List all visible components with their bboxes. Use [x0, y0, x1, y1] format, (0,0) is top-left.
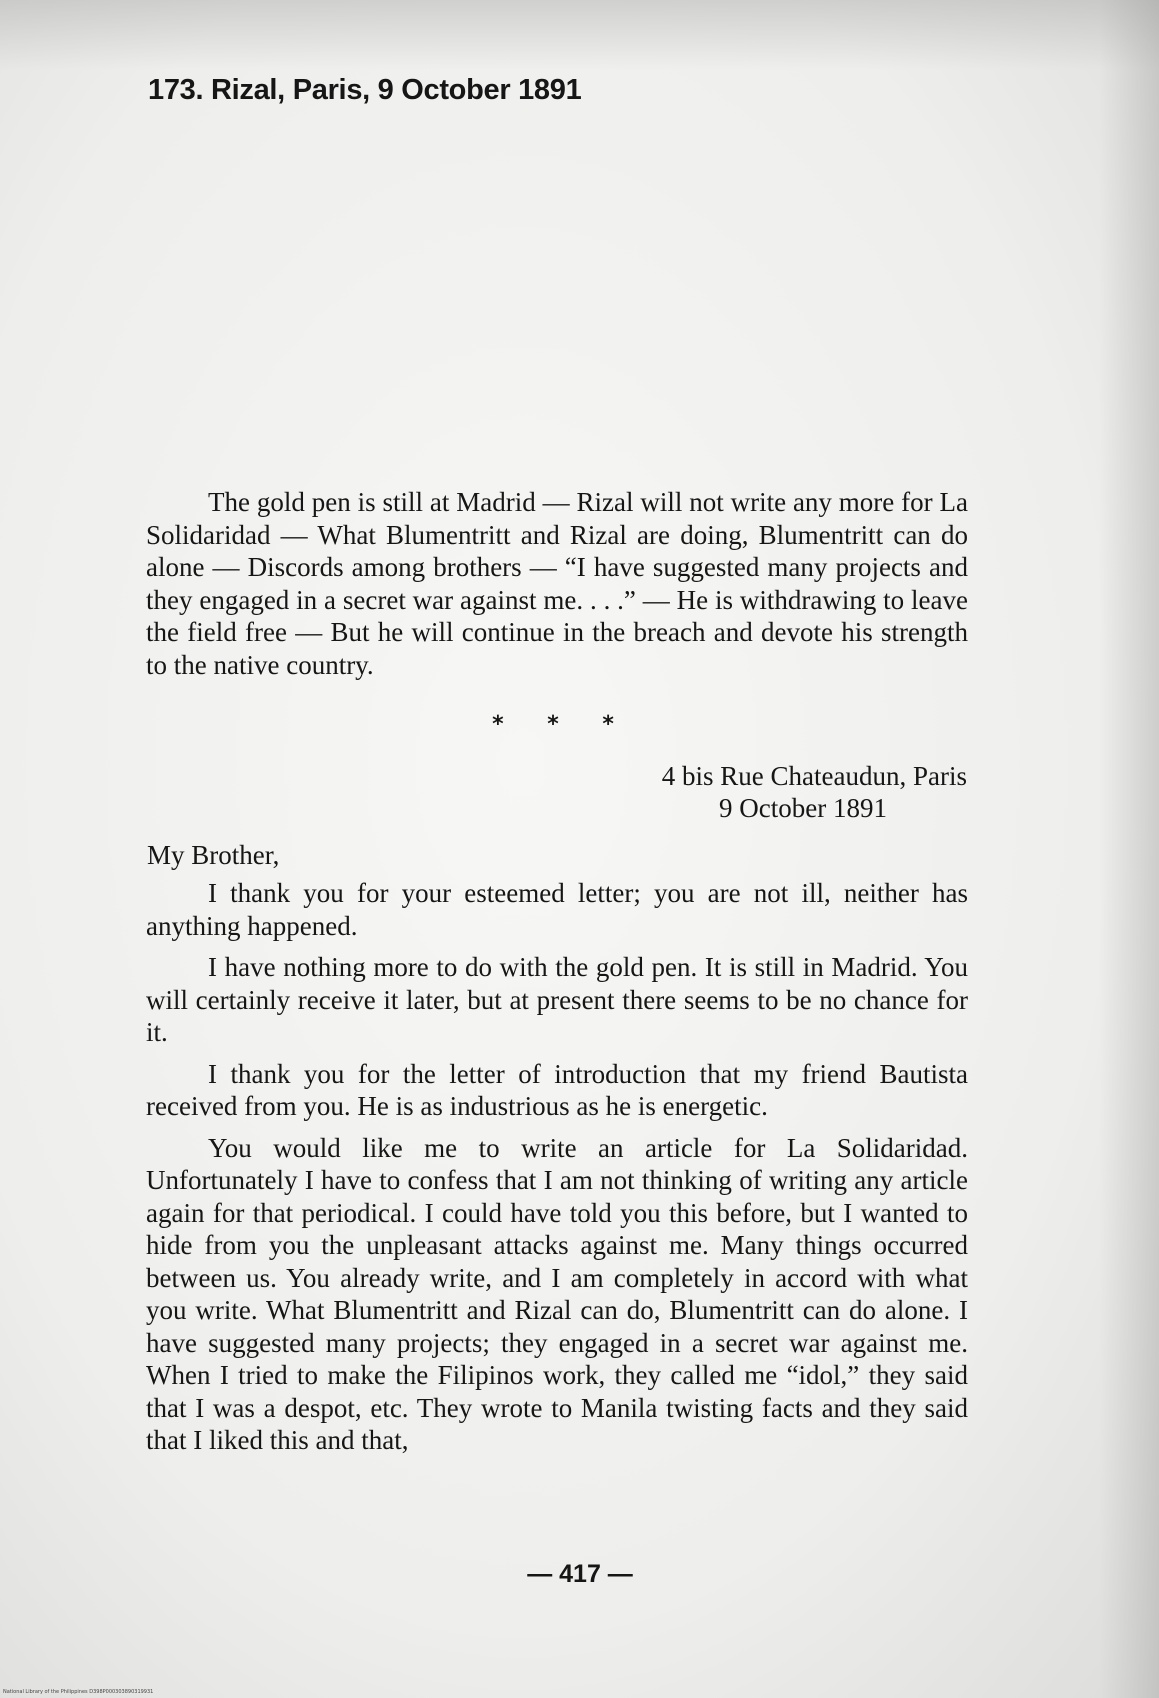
letter-paragraph-1: I thank you for your esteemed letter; you are not ill, neither has anything happened. — [146, 878, 968, 941]
letter-body — [146, 877, 968, 1466]
scan-shadow-top — [0, 0, 1159, 70]
letter-summary: The gold pen is still at Madrid — Rizal will not write any more for La Solidaridad — What Blumentritt and Rizal are doing, Blumentritt can do alone — Discords among brothers — “I have suggested many projects and they engaged in a secret war against me. . . .” — He is withdrawing to leave the field free — But he will continue in the breach and devote his strength to the native country. — [146, 487, 968, 680]
letter-paragraph-4: You would like me to write an article for La Solidaridad. Unfortunately I have to confess that I am not thinking of writing any article again for that periodical. I could have told you this before, but I wanted to hide from you the unpleasant attacks against me. Many things occurred between us. You already write, and I am completely in accord with what you write. What Blumentritt and Rizal can do, Blumentritt can do alone. I have suggested many projects; they engaged in a secret war against me. When I tried to make the Filipinos work, they called me “idol,” they said that I was a despot, etc. They wrote to Manila twisting facts and they said that I liked this and that, — [146, 1132, 968, 1455]
address-date: 9 October 1891 — [719, 793, 887, 823]
page-number: — 417 — — [527, 1560, 633, 1588]
scan-credit: National Library of the Philippines D398P000303890319931 — [3, 1689, 154, 1695]
letter-heading: 173. Rizal, Paris, 9 October 1891 — [148, 74, 582, 106]
section-separator: * * * — [492, 712, 632, 737]
letter-paragraph-3: I thank you for the letter of introduction that my friend Bautista received from you. He is as industrious as he is energetic. — [146, 1058, 968, 1121]
scan-shadow-right — [1099, 0, 1159, 1698]
address-line-1: 4 bis Rue Chateaudun, Paris — [661, 761, 967, 791]
letter-paragraph-2: I have nothing more to do with the gold pen. It is still in Madrid. You will certainly receive it later, but at present there seems to be no chance for it. — [146, 952, 968, 1047]
salutation: My Brother, — [147, 840, 280, 870]
